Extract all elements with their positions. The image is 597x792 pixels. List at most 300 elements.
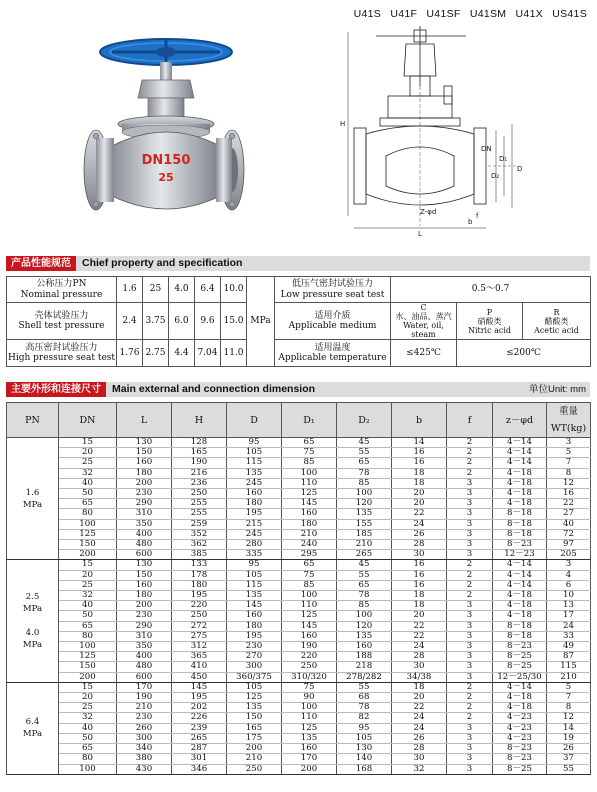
table-cell: 4－14	[493, 438, 547, 448]
table-cell: 125	[282, 489, 337, 499]
table-cell: 18	[392, 601, 447, 611]
table-cell: 180	[227, 499, 282, 509]
table-cell: 16	[392, 560, 447, 570]
table-cell: 18	[392, 591, 447, 601]
table-cell: 3	[447, 764, 493, 774]
table-cell: 5	[547, 682, 591, 692]
table-cell: 26	[392, 529, 447, 539]
spec-medium-p: P 硝酸类 Nitric acid	[457, 303, 523, 340]
spec-cell: 7.04	[195, 340, 221, 367]
table-cell: 30	[392, 550, 447, 560]
table-cell: 255	[172, 509, 227, 519]
table-cell: 3	[547, 438, 591, 448]
table-cell: 180	[172, 580, 227, 590]
table-cell: 85	[282, 580, 337, 590]
table-cell: 480	[117, 662, 172, 672]
table-row	[7, 693, 591, 703]
table-cell: 2	[447, 468, 493, 478]
dim-header-cell: PN	[7, 403, 59, 438]
table-cell: 82	[337, 713, 392, 723]
table-cell: 80	[59, 631, 117, 641]
table-cell: 160	[117, 458, 172, 468]
table-cell: 8－18	[493, 621, 547, 631]
table-cell: 350	[117, 642, 172, 652]
table-cell: 115	[227, 458, 282, 468]
table-cell: 3	[447, 550, 493, 560]
table-cell: 65	[59, 499, 117, 509]
spec-cell: 6.0	[169, 303, 195, 340]
spec-cell: 15.0	[221, 303, 247, 340]
table-cell: 145	[282, 499, 337, 509]
table-cell: 95	[337, 723, 392, 733]
dim-header-cell: f	[447, 403, 493, 438]
table-cell: 8－23	[493, 642, 547, 652]
table-cell: 8	[547, 468, 591, 478]
table-cell: 7	[547, 693, 591, 703]
table-cell: 180	[282, 519, 337, 529]
table-cell: 78	[337, 591, 392, 601]
table-cell: 380	[117, 754, 172, 764]
table-cell: 20	[392, 489, 447, 499]
table-row	[7, 550, 591, 560]
table-cell: 87	[547, 652, 591, 662]
table-cell: 150	[59, 662, 117, 672]
table-cell: 400	[117, 652, 172, 662]
table-cell: 68	[337, 693, 392, 703]
table-cell: 4－18	[493, 703, 547, 713]
spec-low-pressure-value: 0.5～0.7	[391, 277, 591, 303]
body-mark-dn: DN150	[141, 153, 191, 168]
table-cell: 4－14	[493, 458, 547, 468]
body-mark-pressure: 25	[158, 171, 174, 184]
table-cell: 34/38	[392, 672, 447, 682]
table-cell: 275	[172, 631, 227, 641]
table-cell: 24	[392, 713, 447, 723]
table-cell: 110	[282, 478, 337, 488]
table-cell: 8－23	[493, 754, 547, 764]
pn-group-label: 2.5 MPa 4.0 MPa	[7, 560, 59, 682]
spec-temp-2: ≤200℃	[457, 340, 591, 367]
table-cell: 4－18	[493, 693, 547, 703]
table-row	[7, 713, 591, 723]
dim-title-en: Main external and connection dimension 单位Unit: mm	[106, 382, 590, 397]
table-cell: 2	[447, 693, 493, 703]
table-cell: 3	[447, 499, 493, 509]
table-cell: 40	[59, 723, 117, 733]
table-cell: 22	[392, 631, 447, 641]
table-row	[7, 611, 591, 621]
table-cell: 65	[59, 744, 117, 754]
spec-unit: MPa	[247, 277, 275, 367]
table-row	[7, 489, 591, 499]
table-row	[7, 560, 591, 570]
table-cell: 125	[282, 611, 337, 621]
table-cell: 170	[117, 682, 172, 692]
table-cell: 346	[172, 764, 227, 774]
table-row	[7, 733, 591, 743]
table-cell: 17	[547, 611, 591, 621]
table-cell: 4－23	[493, 723, 547, 733]
dim-unit: 单位Unit: mm	[528, 384, 586, 395]
table-cell: 50	[59, 489, 117, 499]
table-cell: 300	[117, 733, 172, 743]
table-cell: 3	[447, 529, 493, 539]
table-cell: 180	[227, 621, 282, 631]
dim-header-cell: DN	[59, 403, 117, 438]
table-cell: 75	[282, 682, 337, 692]
table-cell: 135	[227, 703, 282, 713]
table-cell: 125	[227, 693, 282, 703]
table-cell: 20	[392, 693, 447, 703]
table-cell: 430	[117, 764, 172, 774]
table-cell: 100	[282, 703, 337, 713]
table-cell: 40	[547, 519, 591, 529]
dim-header-cell: D₂	[337, 403, 392, 438]
table-row	[7, 448, 591, 458]
table-cell: 245	[227, 529, 282, 539]
table-cell: 18	[392, 468, 447, 478]
table-row	[7, 570, 591, 580]
dim-header-cell: D	[227, 403, 282, 438]
table-cell: 352	[172, 529, 227, 539]
table-cell: 3	[547, 560, 591, 570]
table-row	[7, 438, 591, 448]
table-cell: 115	[547, 662, 591, 672]
table-cell: 210	[282, 529, 337, 539]
table-cell: 170	[282, 754, 337, 764]
table-cell: 95	[227, 560, 282, 570]
dim-header-cell: z－φd	[493, 403, 547, 438]
table-cell: 2	[447, 438, 493, 448]
table-cell: 100	[337, 489, 392, 499]
table-cell: 4－18	[493, 601, 547, 611]
table-cell: 230	[117, 611, 172, 621]
table-cell: 310	[117, 631, 172, 641]
table-cell: 28	[392, 744, 447, 754]
label-f: f	[476, 212, 479, 220]
table-cell: 4－18	[493, 591, 547, 601]
table-cell: 14	[547, 723, 591, 733]
table-cell: 195	[227, 509, 282, 519]
dim-title-cn: 主要外形和连接尺寸	[6, 382, 106, 397]
table-cell: 130	[117, 438, 172, 448]
table-cell: 55	[337, 570, 392, 580]
table-cell: 250	[227, 764, 282, 774]
spec-cell: 1.76	[117, 340, 143, 367]
table-row	[7, 529, 591, 539]
table-cell: 150	[227, 713, 282, 723]
table-row	[7, 682, 591, 692]
table-cell: 4－14	[493, 560, 547, 570]
table-cell: 8	[547, 703, 591, 713]
table-cell: 200	[227, 744, 282, 754]
table-cell: 178	[172, 570, 227, 580]
table-cell: 3	[447, 733, 493, 743]
table-cell: 8－18	[493, 509, 547, 519]
spec-cell: 6.4	[195, 277, 221, 303]
table-cell: 150	[59, 540, 117, 550]
table-cell: 45	[337, 560, 392, 570]
spec-cell: 9.6	[195, 303, 221, 340]
table-cell: 150	[117, 570, 172, 580]
spec-label-medium: 适用介质 Applicable medium	[275, 303, 391, 340]
table-cell: 40	[59, 478, 117, 488]
table-cell: 133	[172, 560, 227, 570]
spec-cell: 11.0	[221, 340, 247, 367]
table-cell: 200	[59, 672, 117, 682]
label-d: D	[517, 165, 523, 173]
table-row	[7, 744, 591, 754]
table-cell: 16	[392, 458, 447, 468]
table-cell: 100	[337, 611, 392, 621]
table-cell: 27	[547, 509, 591, 519]
table-cell: 287	[172, 744, 227, 754]
valve-photo	[82, 38, 250, 226]
valve-technical-drawing	[336, 26, 536, 238]
table-cell: 362	[172, 540, 227, 550]
table-cell: 335	[227, 550, 282, 560]
table-cell: 175	[227, 733, 282, 743]
table-cell: 188	[337, 652, 392, 662]
table-cell: 180	[117, 591, 172, 601]
table-row	[7, 519, 591, 529]
table-cell: 245	[227, 478, 282, 488]
table-cell: 22	[392, 703, 447, 713]
table-cell: 32	[59, 591, 117, 601]
table-cell: 105	[337, 733, 392, 743]
table-cell: 250	[172, 611, 227, 621]
table-cell: 200	[282, 764, 337, 774]
table-cell: 145	[172, 682, 227, 692]
table-cell: 160	[282, 509, 337, 519]
table-cell: 3	[447, 631, 493, 641]
table-cell: 3	[447, 744, 493, 754]
table-row	[7, 723, 591, 733]
model-list: U41S U41F U41SF U41SM U41X US41S	[353, 8, 587, 20]
table-cell: 50	[59, 733, 117, 743]
table-cell: 3	[447, 540, 493, 550]
table-cell: 4－23	[493, 713, 547, 723]
table-cell: 200	[117, 601, 172, 611]
table-cell: 125	[59, 652, 117, 662]
table-cell: 140	[337, 754, 392, 764]
table-cell: 4	[547, 570, 591, 580]
table-cell: 3	[447, 509, 493, 519]
table-cell: 2	[447, 703, 493, 713]
table-cell: 135	[227, 468, 282, 478]
table-cell: 45	[337, 438, 392, 448]
table-cell: 32	[59, 468, 117, 478]
table-cell: 195	[227, 631, 282, 641]
pn-group-label: 1.6 MPa	[7, 438, 59, 560]
table-cell: 8－23	[493, 744, 547, 754]
spec-label-shell: 壳体试验压力 Shell test pressure	[7, 303, 117, 340]
table-cell: 8－18	[493, 529, 547, 539]
table-cell: 3	[447, 519, 493, 529]
table-cell: 100	[282, 591, 337, 601]
dim-header-cell: b	[392, 403, 447, 438]
table-cell: 8－18	[493, 519, 547, 529]
table-cell: 19	[547, 733, 591, 743]
spec-temp-1: ≤425℃	[391, 340, 457, 367]
table-cell: 135	[337, 631, 392, 641]
table-cell: 190	[172, 458, 227, 468]
table-cell: 16	[392, 580, 447, 590]
spec-label-high-seat: 高压密封试验压力 High pressure seat test	[7, 340, 117, 367]
table-cell: 400	[117, 529, 172, 539]
table-row	[7, 499, 591, 509]
table-cell: 2	[447, 448, 493, 458]
table-row	[7, 642, 591, 652]
table-cell: 120	[337, 621, 392, 631]
table-cell: 180	[117, 468, 172, 478]
table-cell: 105	[227, 570, 282, 580]
table-row	[7, 754, 591, 764]
table-cell: 2	[447, 682, 493, 692]
dim-header-cell: L	[117, 403, 172, 438]
table-cell: 18	[392, 478, 447, 488]
table-row	[7, 540, 591, 550]
spec-medium-r: R 醋酸类 Acetic acid	[523, 303, 591, 340]
table-cell: 310/320	[282, 672, 337, 682]
table-cell: 97	[547, 540, 591, 550]
table-cell: 26	[547, 744, 591, 754]
table-cell: 8－25	[493, 764, 547, 774]
table-cell: 160	[337, 642, 392, 652]
table-cell: 312	[172, 642, 227, 652]
spec-title-en: Chief property and specification	[76, 256, 590, 271]
table-cell: 2	[447, 458, 493, 468]
table-cell: 216	[172, 468, 227, 478]
table-cell: 215	[227, 519, 282, 529]
table-cell: 290	[117, 499, 172, 509]
table-cell: 3	[447, 652, 493, 662]
spec-cell: 10.0	[221, 277, 247, 303]
table-cell: 25	[59, 703, 117, 713]
table-cell: 25	[59, 458, 117, 468]
table-cell: 85	[337, 601, 392, 611]
table-cell: 115	[227, 580, 282, 590]
table-cell: 80	[59, 754, 117, 764]
spec-title-cn: 产品性能规范	[6, 256, 76, 271]
table-cell: 160	[227, 611, 282, 621]
table-cell: 18	[392, 682, 447, 692]
table-row	[7, 662, 591, 672]
table-cell: 20	[59, 448, 117, 458]
table-cell: 12	[547, 713, 591, 723]
table-cell: 30	[392, 754, 447, 764]
table-cell: 125	[59, 529, 117, 539]
dim-header-cell: 重量WT(kg)	[547, 403, 591, 438]
table-cell: 160	[227, 489, 282, 499]
table-cell: 65	[337, 458, 392, 468]
table-cell: 365	[172, 652, 227, 662]
table-row	[7, 703, 591, 713]
table-row	[7, 652, 591, 662]
table-cell: 75	[282, 570, 337, 580]
table-cell: 300	[227, 662, 282, 672]
table-cell: 120	[337, 499, 392, 509]
table-cell: 65	[337, 580, 392, 590]
table-cell: 2	[447, 560, 493, 570]
table-cell: 155	[337, 519, 392, 529]
table-cell: 24	[392, 723, 447, 733]
table-cell: 160	[282, 631, 337, 641]
table-cell: 20	[392, 611, 447, 621]
table-cell: 85	[337, 478, 392, 488]
table-cell: 105	[227, 682, 282, 692]
table-cell: 6	[547, 580, 591, 590]
table-cell: 190	[117, 693, 172, 703]
label-b: b	[468, 218, 473, 226]
table-cell: 37	[547, 754, 591, 764]
table-cell: 100	[59, 519, 117, 529]
table-cell: 8－25	[493, 662, 547, 672]
table-cell: 15	[59, 438, 117, 448]
table-cell: 280	[227, 540, 282, 550]
table-cell: 168	[337, 764, 392, 774]
spec-cell: 2.4	[117, 303, 143, 340]
table-cell: 95	[227, 438, 282, 448]
table-cell: 200	[59, 550, 117, 560]
table-cell: 260	[117, 723, 172, 733]
table-cell: 55	[547, 764, 591, 774]
table-cell: 24	[392, 519, 447, 529]
table-cell: 24	[392, 642, 447, 652]
table-cell: 2	[447, 570, 493, 580]
table-cell: 278/282	[337, 672, 392, 682]
label-l: L	[418, 230, 422, 238]
table-cell: 3	[447, 601, 493, 611]
spec-medium-c: C 水、油品、蒸汽 Water, oil, steam	[391, 303, 457, 340]
table-cell: 28	[392, 652, 447, 662]
table-cell: 16	[392, 448, 447, 458]
label-dn: DN	[481, 145, 492, 153]
table-cell: 226	[172, 713, 227, 723]
label-z: Z-φd	[420, 208, 437, 216]
table-cell: 65	[282, 560, 337, 570]
table-cell: 5	[547, 448, 591, 458]
table-cell: 85	[282, 458, 337, 468]
table-cell: 26	[392, 733, 447, 743]
dim-header-row	[7, 403, 591, 438]
spec-cell: 25	[143, 277, 169, 303]
table-cell: 22	[547, 499, 591, 509]
label-h: H	[340, 120, 346, 128]
table-cell: 160	[282, 744, 337, 754]
table-cell: 12－25/30	[493, 672, 547, 682]
table-cell: 295	[282, 550, 337, 560]
table-cell: 3	[447, 621, 493, 631]
table-cell: 78	[337, 468, 392, 478]
table-cell: 160	[117, 580, 172, 590]
table-row	[7, 458, 591, 468]
table-cell: 3	[447, 611, 493, 621]
table-cell: 239	[172, 723, 227, 733]
table-row	[7, 764, 591, 774]
table-cell: 4－14	[493, 580, 547, 590]
table-cell: 10	[547, 591, 591, 601]
table-row	[7, 591, 591, 601]
table-cell: 78	[337, 703, 392, 713]
table-cell: 135	[227, 591, 282, 601]
table-cell: 100	[282, 468, 337, 478]
dimension-table	[6, 402, 591, 775]
table-cell: 4－18	[493, 499, 547, 509]
table-cell: 360/375	[227, 672, 282, 682]
table-cell: 3	[447, 672, 493, 682]
table-cell: 30	[392, 662, 447, 672]
